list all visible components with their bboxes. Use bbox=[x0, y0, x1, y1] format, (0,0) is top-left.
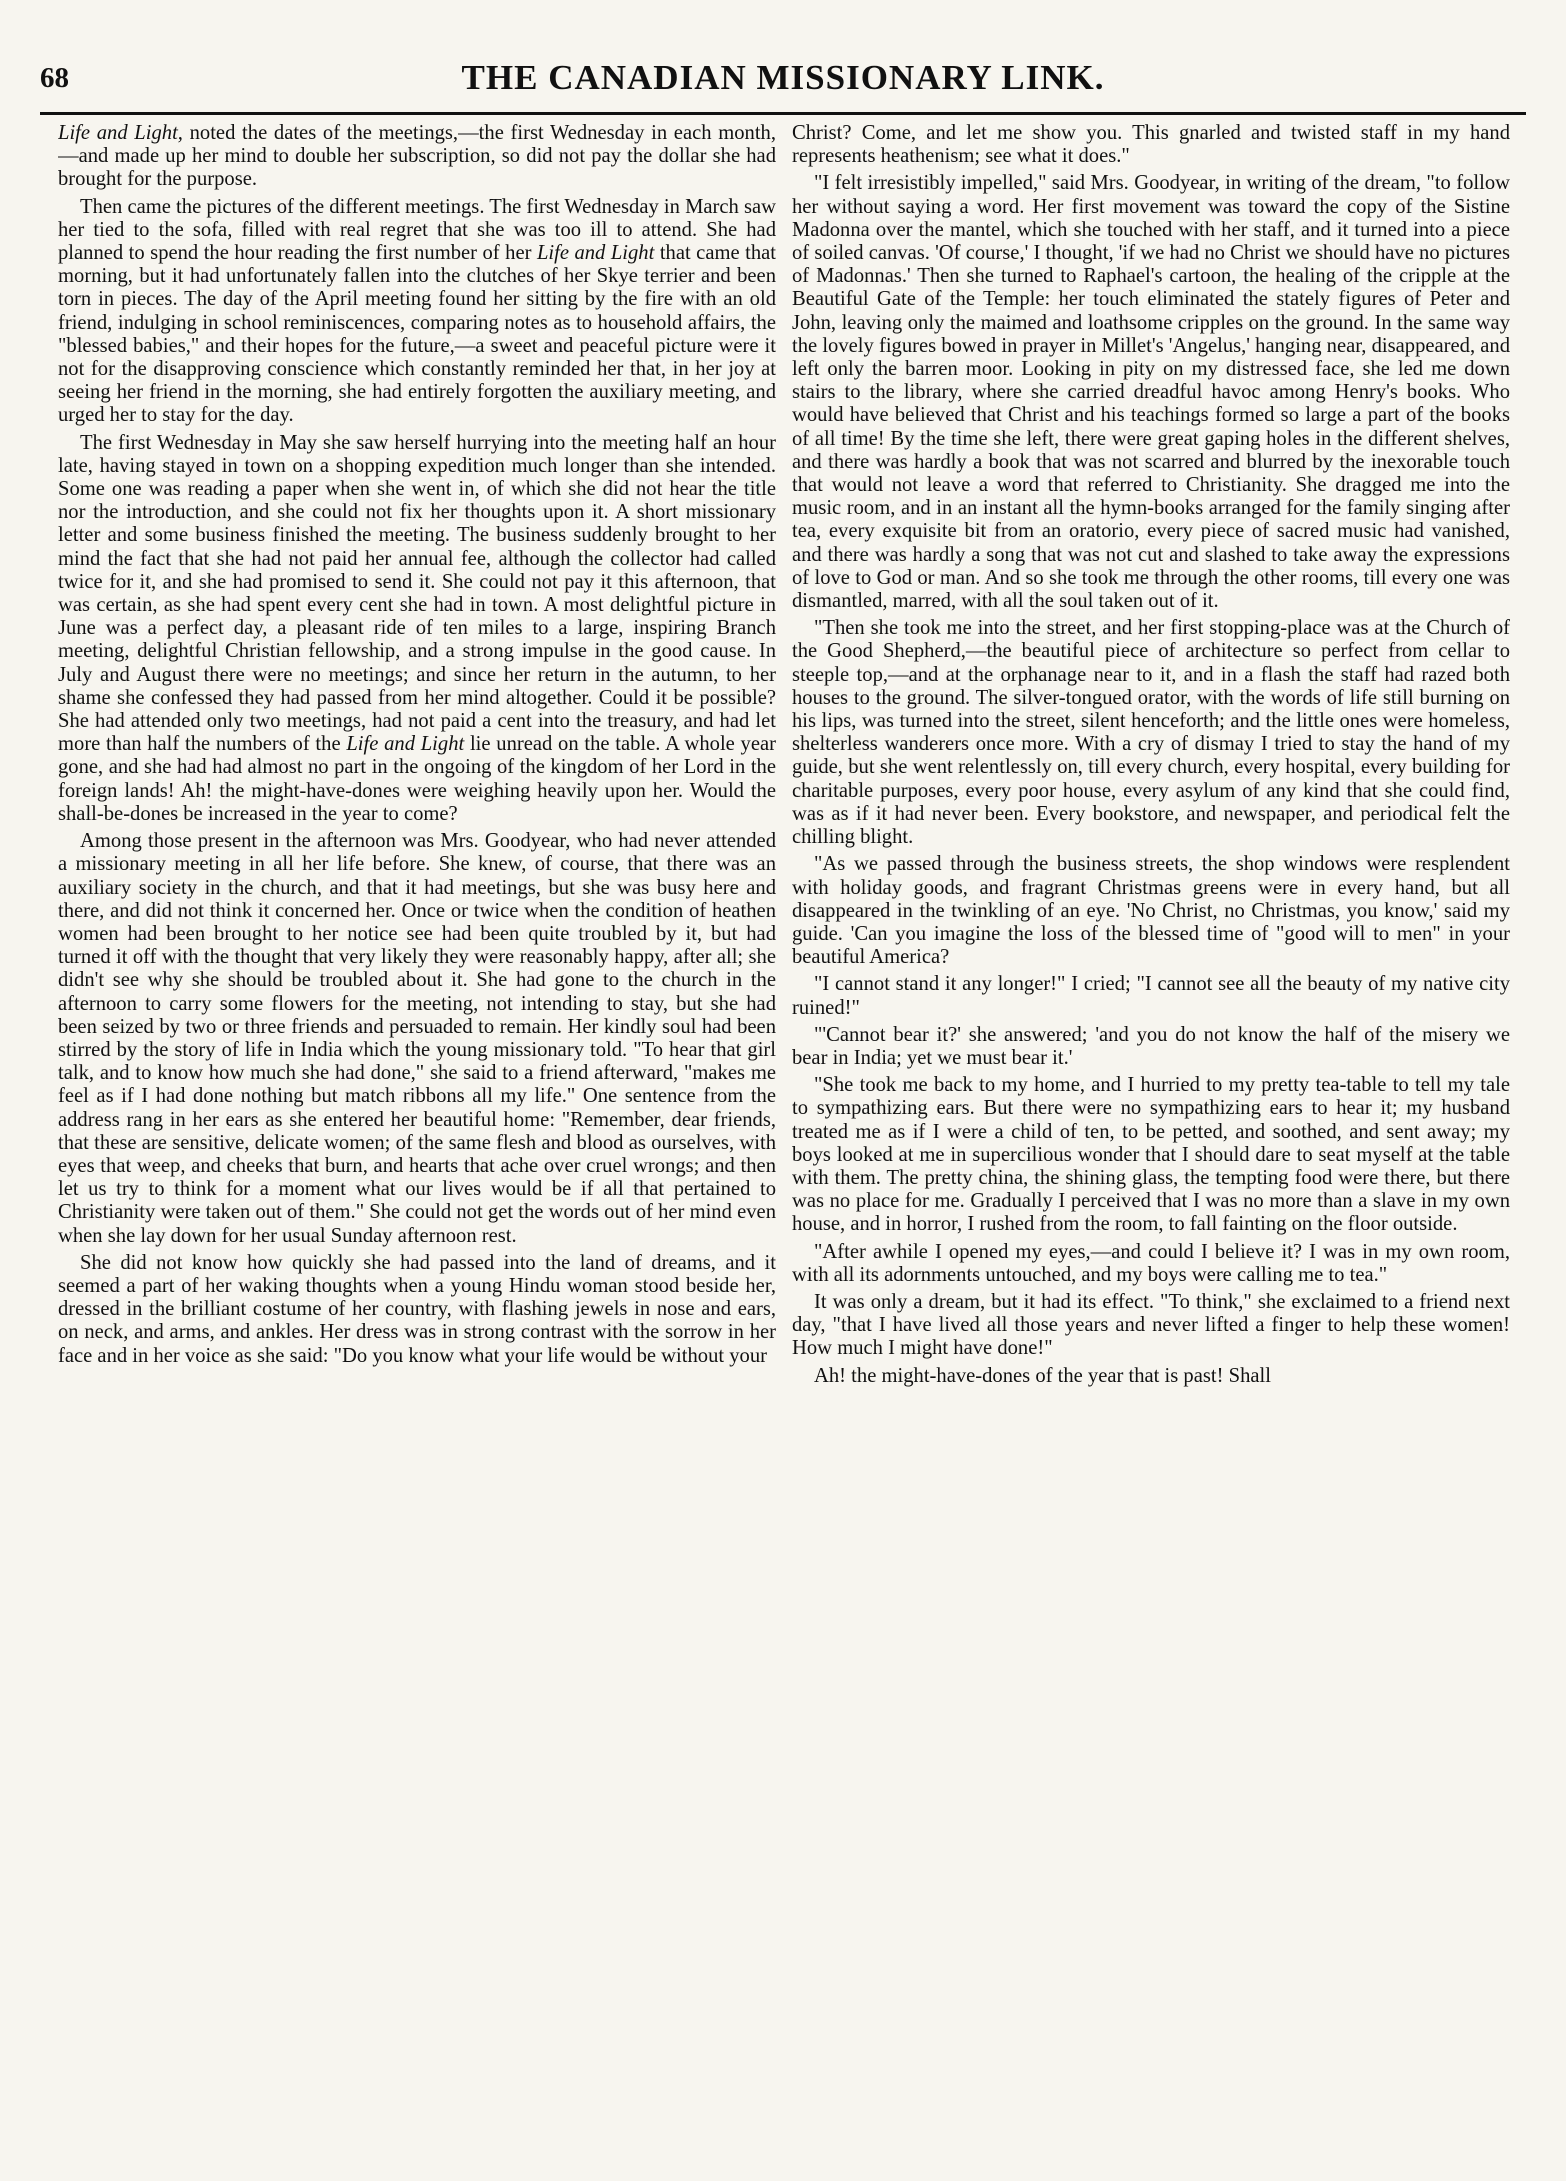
header-rule bbox=[40, 112, 1526, 115]
paragraph-text: that came that morning, but it had unfortunately fallen into the clutches of her Skye terrier and been torn in pieces. The day of the April meeting found her sitting by the fire with an old friend, indulging in school reminiscences, comparing notes as to household affairs, the "blessed babies," and their hopes for the future,—a sweet and peaceful picture were it not for the disapproving conscience which constantly reminded her that, in her joy at seeing her friend in the morning, she had entirely forgotten the auxiliary meeting, and urged her to stay for the day. bbox=[58, 242, 776, 427]
paragraph bbox=[58, 122, 776, 192]
page-header bbox=[40, 58, 1526, 114]
paragraph-text: noted the dates of the meetings,—the first Wednesday in each month,—and made up her mind to double her subscription, so did not pay the dollar she had brought for the purpose. bbox=[58, 122, 776, 191]
page-bottom-margin bbox=[40, 2150, 1526, 2170]
paragraph: "I felt irresistibly impelled," said Mrs. Goodyear, in writing of the dream, "to follow her without saying a word. Her first movement was toward the copy of the Sistine Madonna over the mantel, which she touched with her staff, and it turned into a piece of soiled canvas. 'Of course,' I thought, 'if we had no Christ we should have no pictures of Madonnas.' Then she turned to Raphael's cartoon, the healing of the cripple at the Beautiful Gate of the Temple: her touch eliminated the stately figures of Peter and John, leaving only the maimed and loathsome cripples on the ground. In the same way the lovely figures bowed in prayer in Millet's 'Angelus,' hanging near, disappeared, and left only the barren moor. Looking in pity on my distressed face, she led me down stairs to the library, where she carried dreadful havoc among Henry's books. Who would have believed that Christ and his teachings formed so large a part of the books of all time! By the time she left, there were great gaping holes in the different shelves, and there was hardly a book that was not scarred and blurred by the inexorable touch that would not leave a word that referred to Christianity. She dragged me into the music room, and in an instant all the hymn-books arranged for the family singing after tea, every exquisite bit from an oratorio, every piece of sacred music had vanished, and there was hardly a song that was not cut and slashed to take away the expressions of love to God or man. And so she took me through the other rooms, till every one was dismantled, marred, with all the soul taken out of it. bbox=[792, 172, 1510, 613]
emphasis: Life and Light, bbox=[58, 122, 183, 144]
paragraph: "I cannot stand it any longer!" I cried; "I cannot see all the beauty of my native city ruined!" bbox=[792, 973, 1510, 1019]
paragraph-text: Then came the pictures of the different meetings. The first Wednesday in March saw her tied to the sofa, filled with real regret that she was too ill to attend. She had planned to spend the hour reading the first number of her bbox=[58, 195, 776, 265]
right-column bbox=[792, 122, 1510, 2122]
paragraph: She did not know how quickly she had passed into the land of dreams, and it seemed a part of her waking thoughts when a young Hindu woman stood beside her, dressed in the brilliant costume of her country, with flashing jewels in nose and ears, on neck, and arms, and ankles. Her dress was in strong contrast with the sorrow in her face and in her voice as she said: "Do you know what your life would be without your bbox=[58, 1251, 776, 1367]
paragraph: Among those present in the afternoon was Mrs. Goodyear, who had never attended a missionary meeting in all her life before. She knew, of course, that there was an auxiliary society in the church, and that it had meetings, but she was busy here and there, and did not think it concerned her. Once or twice when the condition of heathen women had been brought to her notice see had been quite troubled by it, but had turned it off with the thought that very likely they were reasonably happy, after all; she didn't see why she should be troubled about it. She had gone to the church in the afternoon to carry some flowers for the meeting, not intending to stay, but she had been seized by two or three friends and persuaded to remain. Her kindly soul had been stirred by the story of life in India which the young missionary told. "To hear that girl talk, and to know how much she had done," she said to a friend afterward, "makes me feel as if I had done nothing but match ribbons all my life." One sentence from the address rang in her ears as she entered her beautiful home: "Remember, dear friends, that these are sensitive, delicate women; of the same flesh and blood as ourselves, with eyes that weep, and cheeks that burn, and hearts that ache over cruel wrongs; and then let us try to think for a moment what our lives would be if all that pertained to Christianity were taken out of them." She could not get the words out of her mind even when she lay down for her usual Sunday afternoon rest. bbox=[58, 830, 776, 1247]
paragraph bbox=[58, 432, 776, 826]
journal-title: THE CANADIAN MISSIONARY LINK. bbox=[461, 58, 1105, 97]
left-column bbox=[58, 122, 776, 2122]
paragraph: It was only a dream, but it had its effect. "To think," she exclaimed to a friend next day, "that I have lived all those years and never lifted a finger to help these women! How much I might have done!" bbox=[792, 1290, 1510, 1360]
paragraph: "Then she took me into the street, and her first stopping-place was at the Church of the Good Shepherd,—the beautiful piece of architecture so perfect from cellar to steeple top,—and at the orphanage near to it, and in a flash the staff had razed both houses to the ground. The silver-tongued orator, with the words of life still burning on his lips, was turned into the street, silent henceforth; and the little ones were homeless, shelterless wanderers once more. With a cry of dismay I tried to stay the hand of my guide, but she went relentlessly on, till every church, every hospital, every building for charitable purposes, every poor house, every asylum of any kind that she could find, was as if it had never been. Every bookstore, and newspaper, and periodical felt the chilling blight. bbox=[792, 617, 1510, 849]
paragraph-text: The first Wednesday in May she saw herself hurrying into the meeting half an hour late, having stayed in town on a shopping expedition much longer than she intended. Some one was reading a paper when she went in, of which she did not hear the title nor the introduction, and she could not fix her thoughts upon it. A short missionary letter and some business finished the meeting. The business suddenly brought to her mind the fact that she had not paid her annual fee, although the collector had called twice for it, and she had promised to send it. She could not pay it this afternoon, that was certain, as she had spent every cent she had in town. A most delightful picture in June was a perfect day, a pleasant ride of ten miles to a large, inspiring Branch meeting, delightful Christian fellowship, and a strong impulse in the good cause. In July and August there were no meetings; and since her return in the autumn, to her shame she confessed they had passed from her mind altogether. Could it be possible? She had attended only two meetings, had not paid a cent into the treasury, and had let more than half the numbers of the bbox=[58, 431, 776, 756]
paragraph: "After awhile I opened my eyes,—and could I believe it? I was in my own room, with all its adornments untouched, and my boys were calling me to tea." bbox=[792, 1240, 1510, 1286]
paragraph: "'Cannot bear it?' she answered; 'and you do not know the half of the misery we bear in India; yet we must bear it.' bbox=[792, 1023, 1510, 1069]
emphasis: Life and Light bbox=[536, 242, 655, 265]
page-number: 68 bbox=[40, 62, 69, 94]
paragraph: "She took me back to my home, and I hurried to my pretty tea-table to tell my tale to sympathizing ears. But there were no sympathizing ears to hear it; my husband treated me as if I were a child of ten, to be petted, and soothed, and sent away; my boys looked at me in supercilious wonder that I should dare to seat myself at the table with them. The pretty china, the shining glass, the tempting food were there, but there was no place for me. Gradually I perceived that I was no more than a slave in my own house, and in horror, I rushed from the room, to fall fainting on the floor outside. bbox=[792, 1074, 1510, 1236]
paragraph-text: lie unread on the table. A whole year gone, and she had had almost no part in the ongoing of the kingdom of her Lord in the foreign lands! Ah! the might-have-dones were weighing heavily upon her. Would the shall-be-dones be increased in the year to come? bbox=[58, 733, 776, 825]
paragraph: "As we passed through the business streets, the shop windows were resplendent with holiday goods, and fragrant Christmas greens were in every hand, but all disappeared in the twinkling of an eye. 'No Christ, no Christmas, you know,' said my guide. 'Can you imagine the loss of the blessed time of "good will to men" in your beautiful America? bbox=[792, 853, 1510, 969]
paragraph bbox=[58, 196, 776, 428]
emphasis: Life and Light bbox=[346, 733, 465, 756]
paragraph: Christ? Come, and let me show you. This gnarled and twisted staff in my hand represents heathenism; see what it does." bbox=[792, 122, 1510, 168]
paragraph: Ah! the might-have-dones of the year that is past! Shall bbox=[814, 1364, 1271, 1387]
